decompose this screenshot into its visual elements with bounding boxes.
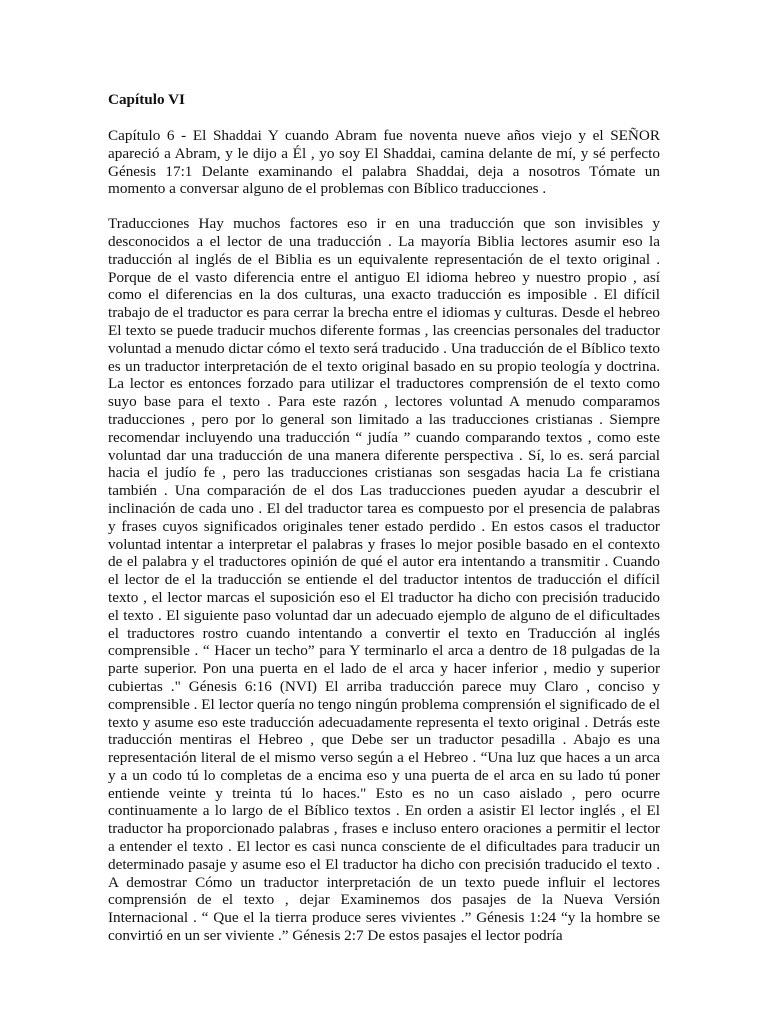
chapter-heading: Capítulo VI xyxy=(108,91,185,108)
document-page xyxy=(108,90,660,962)
body-paragraph: Traducciones Hay muchos factores eso ir en una traducción que son invisibles y desconocidos a el lector de una traducción . La mayoría Biblia lectores asumir eso la traducción al inglés de el Biblia es un equivalente representación de el texto original . Porque de el vasto diferencia entre el antiguo El idioma hebreo y nuestro propio , así como el diferencias en la dos culturas, una exacto traducción es imposible . El difícil trabajo de el traductor es para cerrar la brecha entre el idiomas y culturas. Desde el hebreo El texto se puede traducir muchos diferente formas , las creencias personales del traductor voluntad a menudo dictar cómo el texto será traducido . Una traducción de el Bíblico texto es un traductor interpretación de el texto original basado en su propio teología y doctrina. La lector es entonces forzado para utilizar el traductores comprensión de el texto como suyo base para el texto . Para este razón , lectores voluntad A menudo comparamos traducciones , pero por lo general son limitado a las traducciones cristianas . Siempre recomendar incluyendo una traducción “ judía ” cuando comparando textos , como este voluntad dar una traducción de una manera diferente perspectiva . Sí, lo es. será parcial hacia el judío fe , pero las traducciones cristianas son sesgadas hacia La fe cristiana también . Una comparación de el dos Las traducciones pueden ayudar a descubrir el inclinación de cada uno . El del traductor tarea es compuesto por el presencia de palabras y frases cuyos significados originales tener estado perdido . En estos casos el traductor voluntad intentar a interpretar el palabras y frases lo mejor posible basado en el contexto de el palabra y el traductores opinión de qué el autor era intentando a transmitir . Cuando el lector de el la traducción se entiende el del traductor intentos de traducción el difícil texto , el lector marcas el suposición eso el El traductor ha dicho con precisión traducido el texto . El siguiente paso voluntad dar un adecuado ejemplo de alguno de el dificultades el traductores rostro cuando intentando a convertir el texto en Traducción al inglés comprensible . “ Hacer un techo” para Y terminarlo el arca a dentro de 18 pulgadas de la parte superior. Pon una puerta en el lado de el arca y hacer inferior , medio y superior cubiertas ." Génesis 6:16 (NVI) El arriba traducción parece muy Claro , conciso y comprensible . El lector quería no tengo ningún problema comprensión el significado de el texto y asume eso este traducción adecuadamente representa el texto original . Detrás este traducción mentiras el Hebreo , que Debe ser un traductor pesadilla . Abajo es una representación literal de el mismo verso según a el Hebreo . “Una luz que haces a un arca y a un codo tú lo completas de a encima eso y una puerta de el arca en su lado tú poner entiende veinte y treinta tú lo haces." Esto es no un caso aislado , pero ocurre continuamente a lo largo de el Bíblico textos . En orden a asistir El lector inglés , el El traductor ha proporcionado palabras , frases e incluso entero oraciones a permitir el lector a entender el texto . El lector es casi nunca consciente de el dificultades para traducir un determinado pasaje y asume eso el El traductor ha dicho con precisión traducido el texto . A demostrar Cómo un traductor interpretación de un texto puede influir el lectores comprensión de el texto , dejar Examinemos dos pasajes de la Nueva Versión Internacional . “ Que el la tierra produce seres vivientes .” Génesis 1:24 “y la hombre se convirtió en un ser viviente .” Génesis 2:7 De estos pasajes el lector podría xyxy=(108,215,660,945)
intro-paragraph: Capítulo 6 - El Shaddai Y cuando Abram fue noventa nueve años viejo y el SEÑOR apareció a Abram, y le dijo a Él , yo soy El Shaddai, camina delante de mí, y sé perfecto Génesis 17:1 Delante examinando el palabra Shaddai, deja a nosotros Tómate un momento a conversar alguno de el problemas con Bíblico traducciones . xyxy=(108,127,660,198)
